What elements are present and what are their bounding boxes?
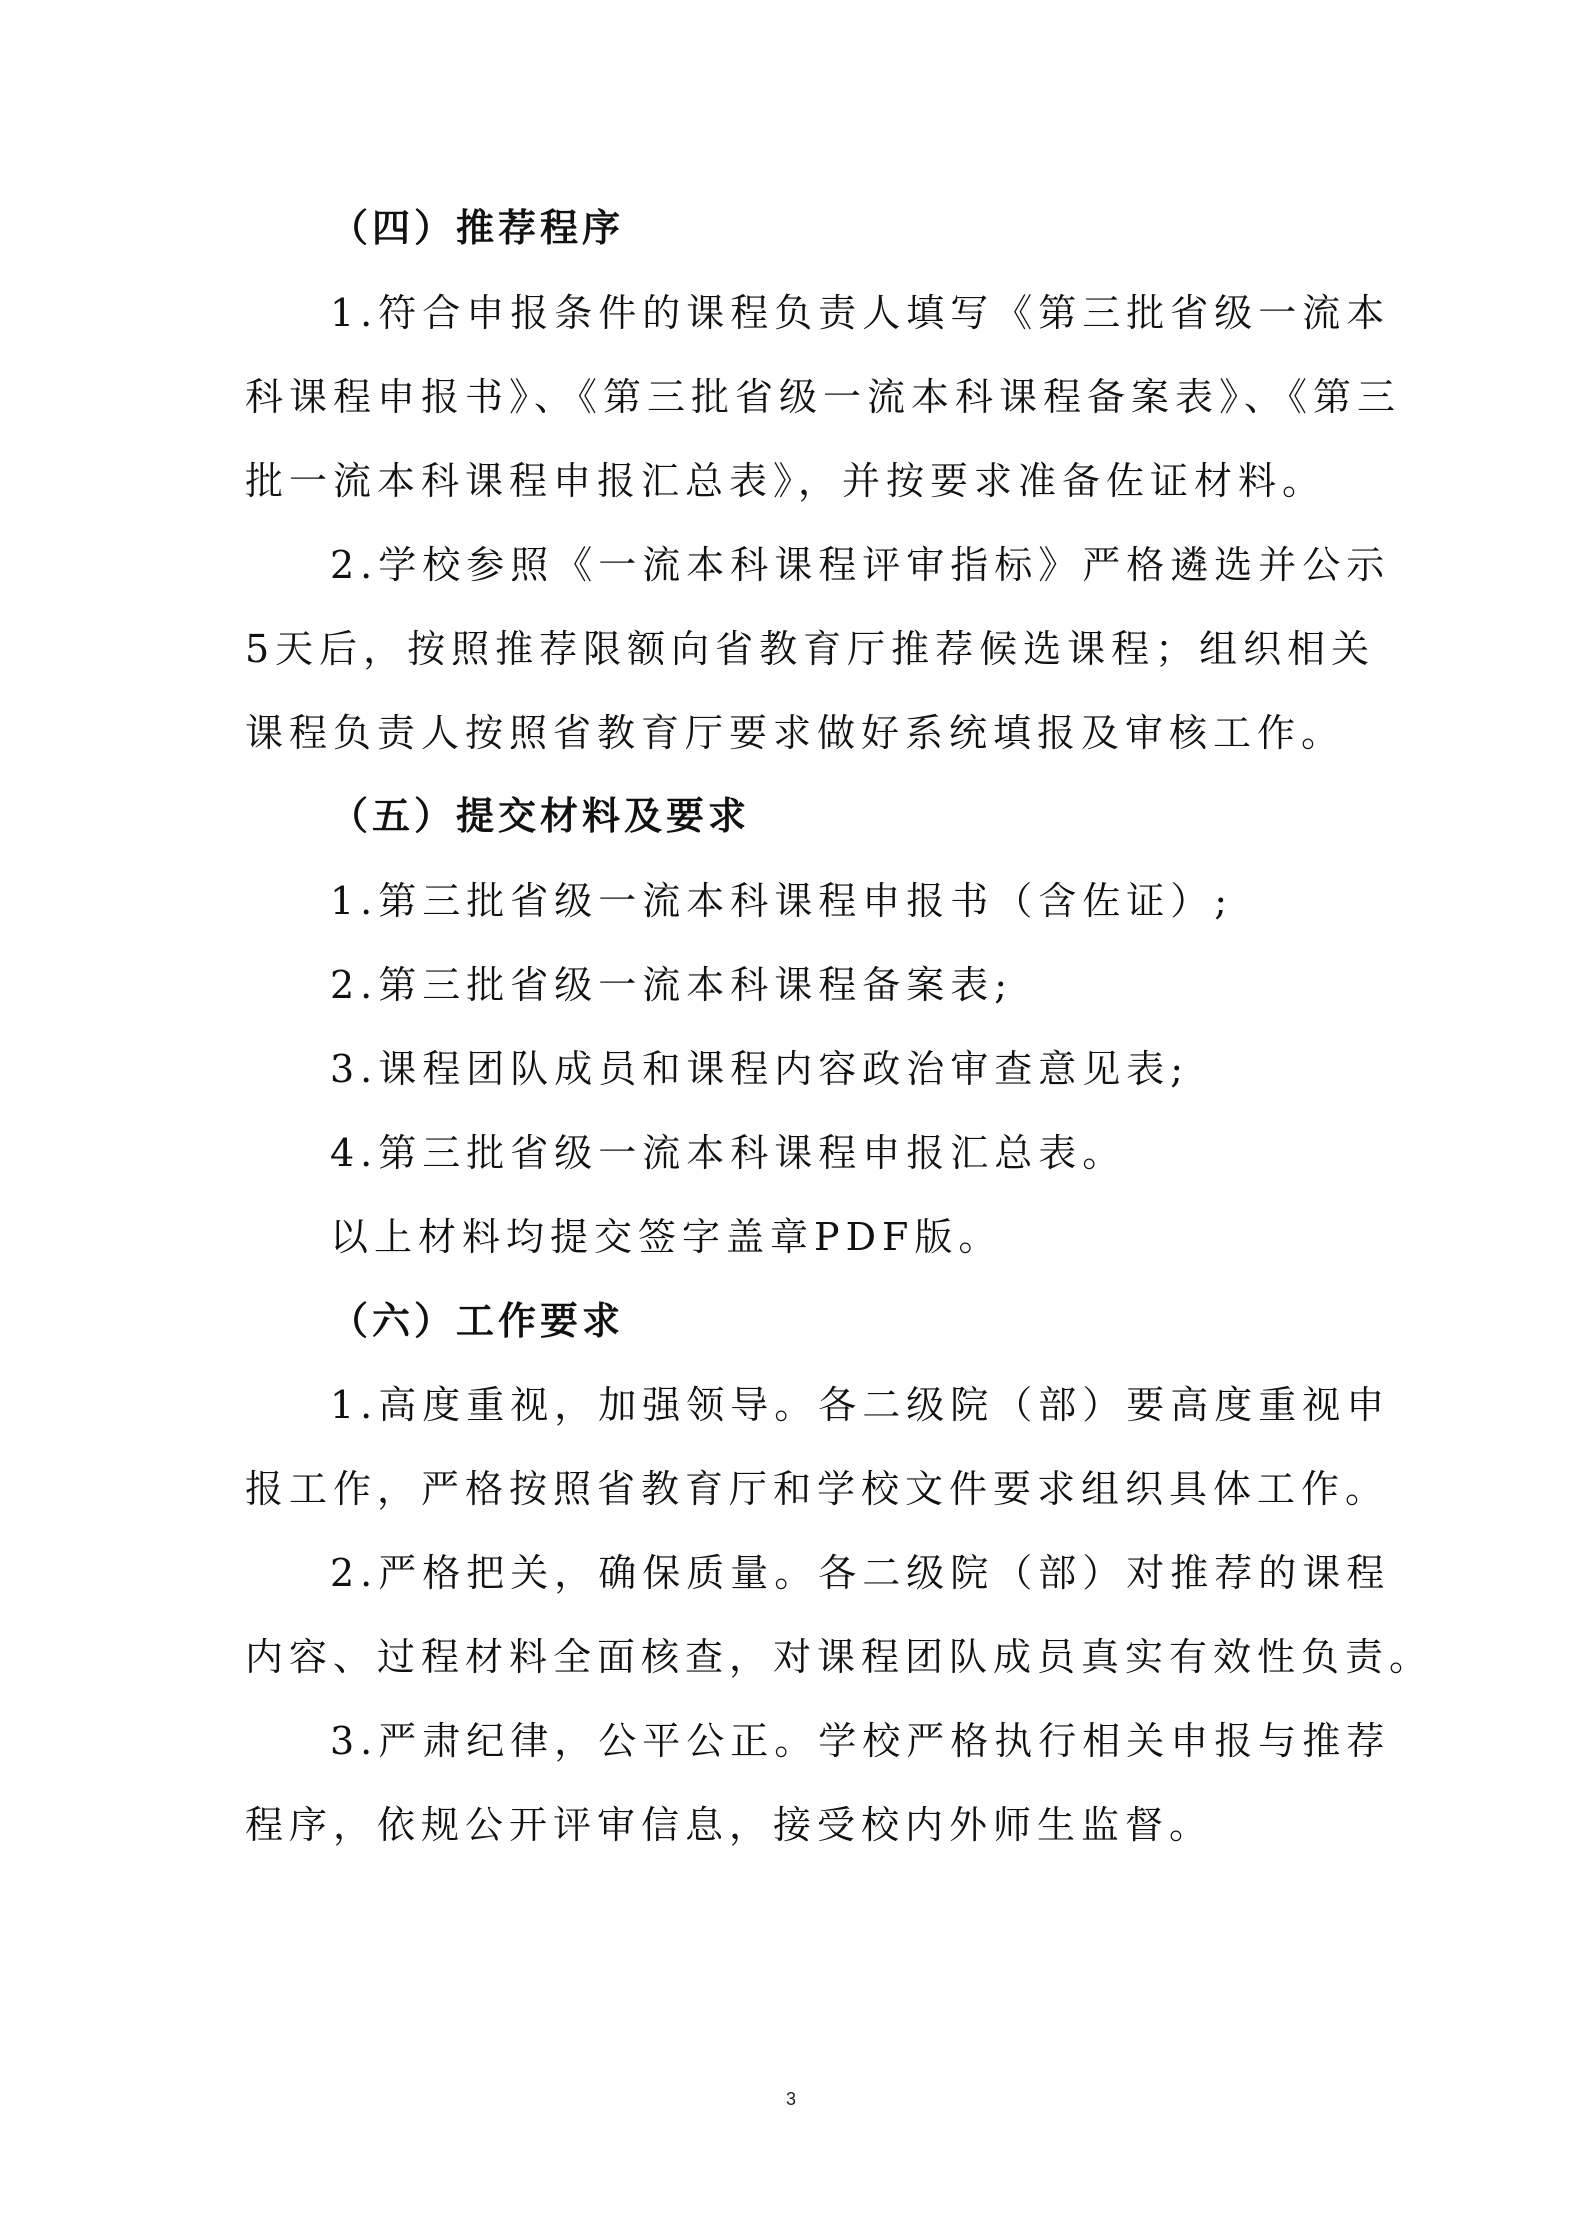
paragraph-line: 3.严肃纪律，公平公正。学校严格执行相关申报与推荐 bbox=[330, 1719, 1391, 1763]
paragraph-line: 1.高度重视，加强领导。各二级院（部）要高度重视申 bbox=[330, 1383, 1391, 1427]
paragraph-line: 5天后，按照推荐限额向省教育厅推荐候选课程；组织相关 bbox=[245, 627, 1376, 671]
section-heading-submission-materials: （五）提交材料及要求 bbox=[330, 794, 751, 838]
paragraph-line: 科课程申报书》、《第三批省级一流本科课程备案表》、《第三 bbox=[245, 375, 1402, 419]
page-number: 3 bbox=[785, 2089, 796, 2109]
paragraph-line: 2.严格把关，确保质量。各二级院（部）对推荐的课程 bbox=[330, 1551, 1391, 1595]
paragraph-line: 2.学校参照《一流本科课程评审指标》严格遴选并公示 bbox=[330, 543, 1391, 587]
paragraph-line: 课程负责人按照省教育厅要求做好系统填报及审核工作。 bbox=[245, 711, 1346, 755]
list-item: 1.第三批省级一流本科课程申报书（含佐证）; bbox=[330, 879, 1234, 923]
list-item: 3.课程团队成员和课程内容政治审查意见表; bbox=[330, 1047, 1190, 1091]
list-item: 4.第三批省级一流本科课程申报汇总表。 bbox=[330, 1131, 1127, 1175]
paragraph-line: 批一流本科课程申报汇总表》，并按要求准备佐证材料。 bbox=[245, 459, 1327, 503]
submission-note: 以上材料均提交签字盖章PDF版。 bbox=[330, 1215, 1003, 1259]
section-heading-work-requirements: （六）工作要求 bbox=[330, 1299, 625, 1343]
paragraph-line: 报工作，严格按照省教育厅和学校文件要求组织具体工作。 bbox=[245, 1467, 1390, 1511]
paragraph-line: 程序，依规公开评审信息，接受校内外师生监督。 bbox=[245, 1803, 1214, 1847]
paragraph-line: 内容、过程材料全面核查，对课程团队成员真实有效性负责。 bbox=[245, 1635, 1434, 1679]
section-heading-recommend-procedure: （四）推荐程序 bbox=[330, 206, 625, 250]
list-item: 2.第三批省级一流本科课程备案表; bbox=[330, 963, 1014, 1007]
paragraph-line: 1.符合申报条件的课程负责人填写《第三批省级一流本 bbox=[330, 291, 1391, 335]
